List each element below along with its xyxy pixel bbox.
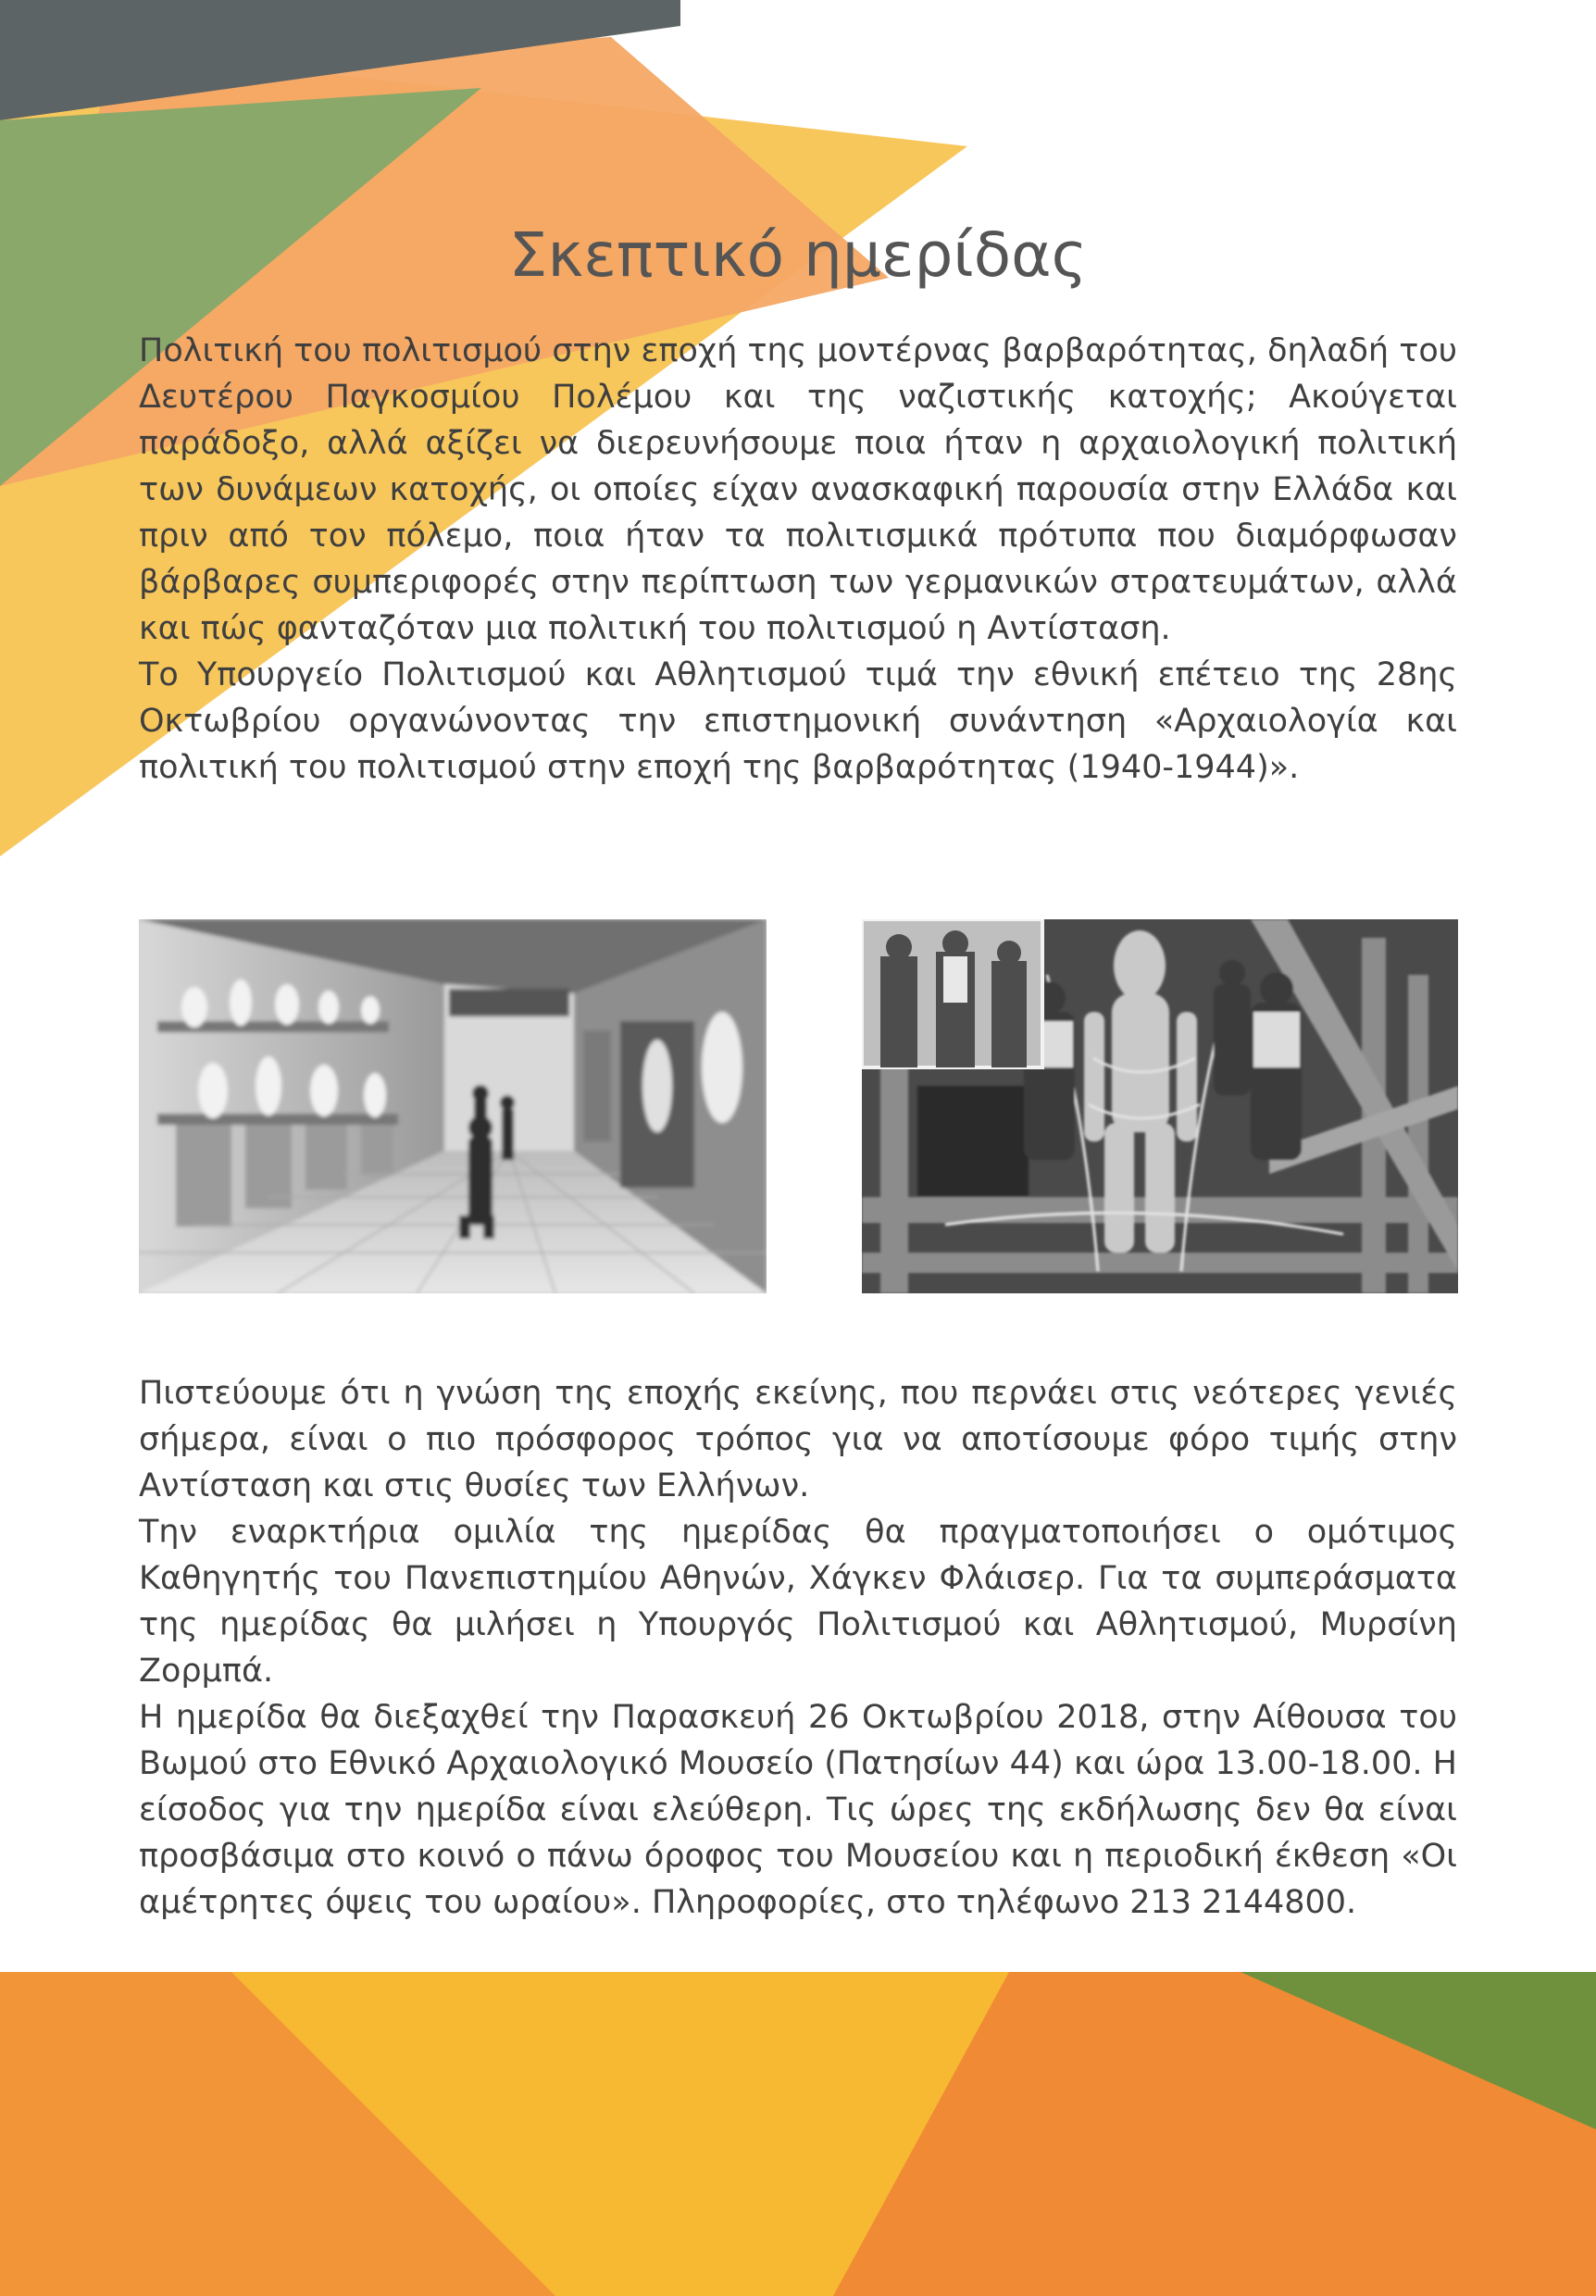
museum-gallery-photo — [139, 919, 767, 1293]
page-title: Σκεπτικό ημερίδας — [508, 219, 1088, 291]
details-text — [139, 1370, 1457, 1926]
officers-inset — [862, 919, 1042, 1067]
details-paragraph-3: Η ημερίδα θα διεξαχθεί την Παρασκευή 26 Οκτωβρίου 2018, στην Αίθουσα του Βωμού στο Εθνικό Αρχαιολογικό Μουσείο (Πατησίων 44) και ώρα 13.00-18.00. Η είσοδος για την ημερίδα είναι ελεύθερη. Τις ώρες της εκδήλωσης δεν θα είναι προσβάσιμα στο κοινό ο πάνω όροφος του Μουσείου και η περιοδική έκθεση «Οι αμέτρητες όψεις του ωραίου». Πληροφορίες, στο τηλέφωνο 213 2144800. — [139, 1699, 1457, 1921]
details-paragraph-1: Πιστεύουμε ότι η γνώση της εποχής εκείνης, που περνάει στις νεότερες γενιές σήμερα, είναι ο πιο πρόσφορος τρόπος για να αποτίσουμε φόρο τιμής στην Αντίσταση και στις θυσίες των Ελλήνων. — [139, 1375, 1457, 1504]
details-paragraph-2: Την εναρκτήρια ομιλία της ημερίδας θα πραγματοποιήσει ο ομότιμος Καθηγητής του Πανεπιστημίου Αθηνών, Χάγκεν Φλάισερ. Για τα συμπεράσματα της ημερίδας θα μιλήσει η Υπουργός Πολιτισμού και Αθλητισμού, Μυρσίνη Ζορμπά. — [139, 1514, 1457, 1690]
intro-paragraph-1: Πολιτική του πολιτισμού στην εποχή της μοντέρνας βαρβαρότητας, δηλαδή του Δευτέρου Παγκοσμίου Πολέμου και της ναζιστικής κατοχής; Ακούγεται παράδοξο, αλλά αξίζει να διερευνήσουμε ποια ήταν η αρχαιολογική πολιτική των δυνάμεων κατοχής, οι οποίες είχαν ανασκαφική παρουσία στην Ελλάδα και πριν από τον πόλεμο, ποια ήταν τα πολιτισμικά πρότυπα που διαμόρφωσαν βάρβαρες συμπεριφορές στην περίπτωση των γερμανικών στρατευμάτων, αλλά και πώς φανταζόταν μια πολιτική του πολιτισμού η Αντίσταση. — [139, 332, 1457, 647]
kouros-statue-photo — [862, 919, 1458, 1293]
intro-text — [139, 328, 1457, 791]
intro-paragraph-2: Το Υπουργείο Πολιτισμού και Αθλητισμού τιμά την εθνική επέτειο της 28ης Οκτωβρίου οργανώνοντας την επιστημονική συνάντηση «Αρχαιολογία και πολιτική του πολιτισμού στην εποχή της βαρβαρότητας (1940-1944)». — [139, 656, 1457, 786]
